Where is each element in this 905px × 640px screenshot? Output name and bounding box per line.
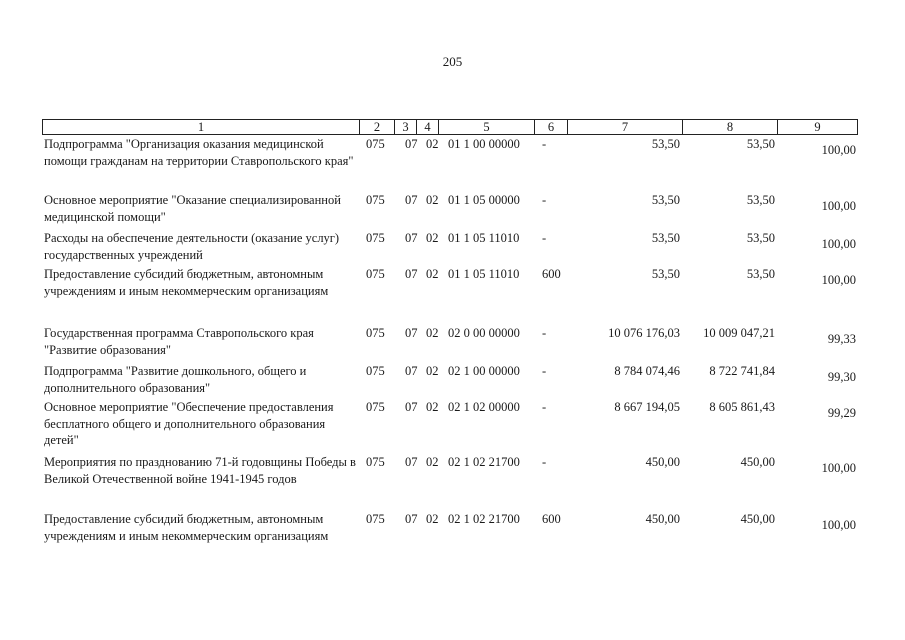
cell-section: 07: [405, 137, 418, 151]
cell-ministry-code: 075: [366, 512, 385, 526]
cell-executed: 450,00: [740, 512, 775, 526]
table-row: [42, 192, 864, 230]
cell-subsection: 02: [426, 231, 439, 245]
row-name: Предоставление субсидий бюджетным, автономным учреждениям и иным некоммерческим организациям: [44, 512, 329, 543]
cell-expense-type: -: [542, 193, 547, 207]
column-header: 3: [395, 120, 417, 135]
cell-percent: 99,29: [827, 406, 856, 420]
cell-planned: 8 784 074,46: [614, 364, 680, 378]
cell-expense-type: -: [542, 455, 547, 469]
cell-ministry-code: 075: [366, 326, 385, 340]
cell-section: 07: [405, 455, 418, 469]
cell-planned: 53,50: [651, 137, 680, 151]
table-row: [42, 399, 864, 454]
table-row: [42, 454, 864, 511]
cell-percent: 100,00: [821, 237, 856, 251]
cell-planned: 53,50: [651, 231, 680, 245]
cell-expense-type: 600: [542, 512, 561, 526]
cell-ministry-code: 075: [366, 193, 385, 207]
cell-executed: 53,50: [746, 193, 775, 207]
budget-table-body: [42, 136, 864, 565]
column-header: 5: [439, 120, 535, 135]
table-row: [42, 266, 864, 325]
table-row: [42, 511, 864, 565]
cell-percent: 99,30: [827, 370, 856, 384]
cell-target-article: 01 1 05 00000: [448, 193, 520, 207]
column-header: 7: [568, 120, 683, 135]
table-row: [42, 136, 864, 192]
cell-ministry-code: 075: [366, 400, 385, 414]
cell-executed: 450,00: [740, 455, 775, 469]
column-header: 9: [778, 120, 858, 135]
cell-section: 07: [405, 326, 418, 340]
cell-subsection: 02: [426, 512, 439, 526]
row-name: Государственная программа Ставропольского края "Развитие образования": [44, 326, 314, 357]
cell-executed: 10 009 047,21: [703, 326, 775, 340]
column-header: 2: [360, 120, 395, 135]
row-name: Расходы на обеспечение деятельности (оказание услуг) государственных учреждений: [44, 231, 340, 262]
cell-target-article: 01 1 05 11010: [448, 267, 520, 281]
cell-expense-type: -: [542, 326, 547, 340]
cell-subsection: 02: [426, 400, 439, 414]
row-name: Подпрограмма "Организация оказания медицинской помощи гражданам на территории Ставропольского края": [44, 137, 354, 168]
cell-target-article: 01 1 00 00000: [448, 137, 520, 151]
column-header: 4: [417, 120, 439, 135]
cell-target-article: 02 1 02 21700: [448, 455, 520, 469]
column-header-row: [43, 120, 858, 135]
cell-ministry-code: 075: [366, 231, 385, 245]
cell-section: 07: [405, 364, 418, 378]
cell-ministry-code: 075: [366, 137, 385, 151]
cell-percent: 100,00: [821, 461, 856, 475]
cell-section: 07: [405, 231, 418, 245]
cell-percent: 100,00: [821, 518, 856, 532]
cell-ministry-code: 075: [366, 455, 385, 469]
row-name: Основное мероприятие "Обеспечение предоставления бесплатного общего и дополнительного образования детей": [44, 400, 334, 447]
cell-executed: 53,50: [746, 267, 775, 281]
cell-target-article: 02 0 00 00000: [448, 326, 520, 340]
cell-percent: 100,00: [821, 143, 856, 157]
cell-target-article: 02 1 02 21700: [448, 512, 520, 526]
cell-expense-type: -: [542, 364, 547, 378]
cell-percent: 100,00: [821, 199, 856, 213]
cell-planned: 10 076 176,03: [608, 326, 680, 340]
cell-section: 07: [405, 267, 418, 281]
row-name: Подпрограмма "Развитие дошкольного, общего и дополнительного образования": [44, 364, 307, 395]
cell-expense-type: -: [542, 400, 547, 414]
cell-planned: 53,50: [651, 193, 680, 207]
cell-planned: 450,00: [645, 512, 680, 526]
cell-subsection: 02: [426, 455, 439, 469]
row-name: Мероприятия по празднованию 71-й годовщины Победы в Великой Отечественной войне 1941-1945 годов: [44, 455, 356, 486]
table-row: [42, 325, 864, 363]
cell-percent: 99,33: [827, 332, 856, 346]
row-name: Предоставление субсидий бюджетным, автономным учреждениям и иным некоммерческим организациям: [44, 267, 329, 298]
row-name: Основное мероприятие "Оказание специализированной медицинской помощи": [44, 193, 341, 224]
column-header-table: [42, 119, 858, 135]
cell-subsection: 02: [426, 193, 439, 207]
column-header: 1: [43, 120, 360, 135]
cell-expense-type: -: [542, 137, 547, 151]
cell-expense-type: 600: [542, 267, 561, 281]
cell-ministry-code: 075: [366, 267, 385, 281]
cell-target-article: 02 1 02 00000: [448, 400, 520, 414]
column-header: 8: [683, 120, 778, 135]
cell-target-article: 02 1 00 00000: [448, 364, 520, 378]
cell-target-article: 01 1 05 11010: [448, 231, 520, 245]
table-row: [42, 230, 864, 266]
cell-executed: 53,50: [746, 231, 775, 245]
cell-section: 07: [405, 400, 418, 414]
cell-ministry-code: 075: [366, 364, 385, 378]
table-row: [42, 363, 864, 399]
cell-subsection: 02: [426, 326, 439, 340]
cell-section: 07: [405, 193, 418, 207]
page-number: 205: [442, 54, 463, 69]
cell-executed: 53,50: [746, 137, 775, 151]
column-header: 6: [535, 120, 568, 135]
cell-subsection: 02: [426, 267, 439, 281]
cell-subsection: 02: [426, 137, 439, 151]
cell-planned: 450,00: [645, 455, 680, 469]
cell-executed: 8 605 861,43: [709, 400, 775, 414]
cell-executed: 8 722 741,84: [709, 364, 775, 378]
cell-subsection: 02: [426, 364, 439, 378]
cell-section: 07: [405, 512, 418, 526]
cell-expense-type: -: [542, 231, 547, 245]
cell-planned: 8 667 194,05: [614, 400, 680, 414]
cell-planned: 53,50: [651, 267, 680, 281]
cell-percent: 100,00: [821, 273, 856, 287]
